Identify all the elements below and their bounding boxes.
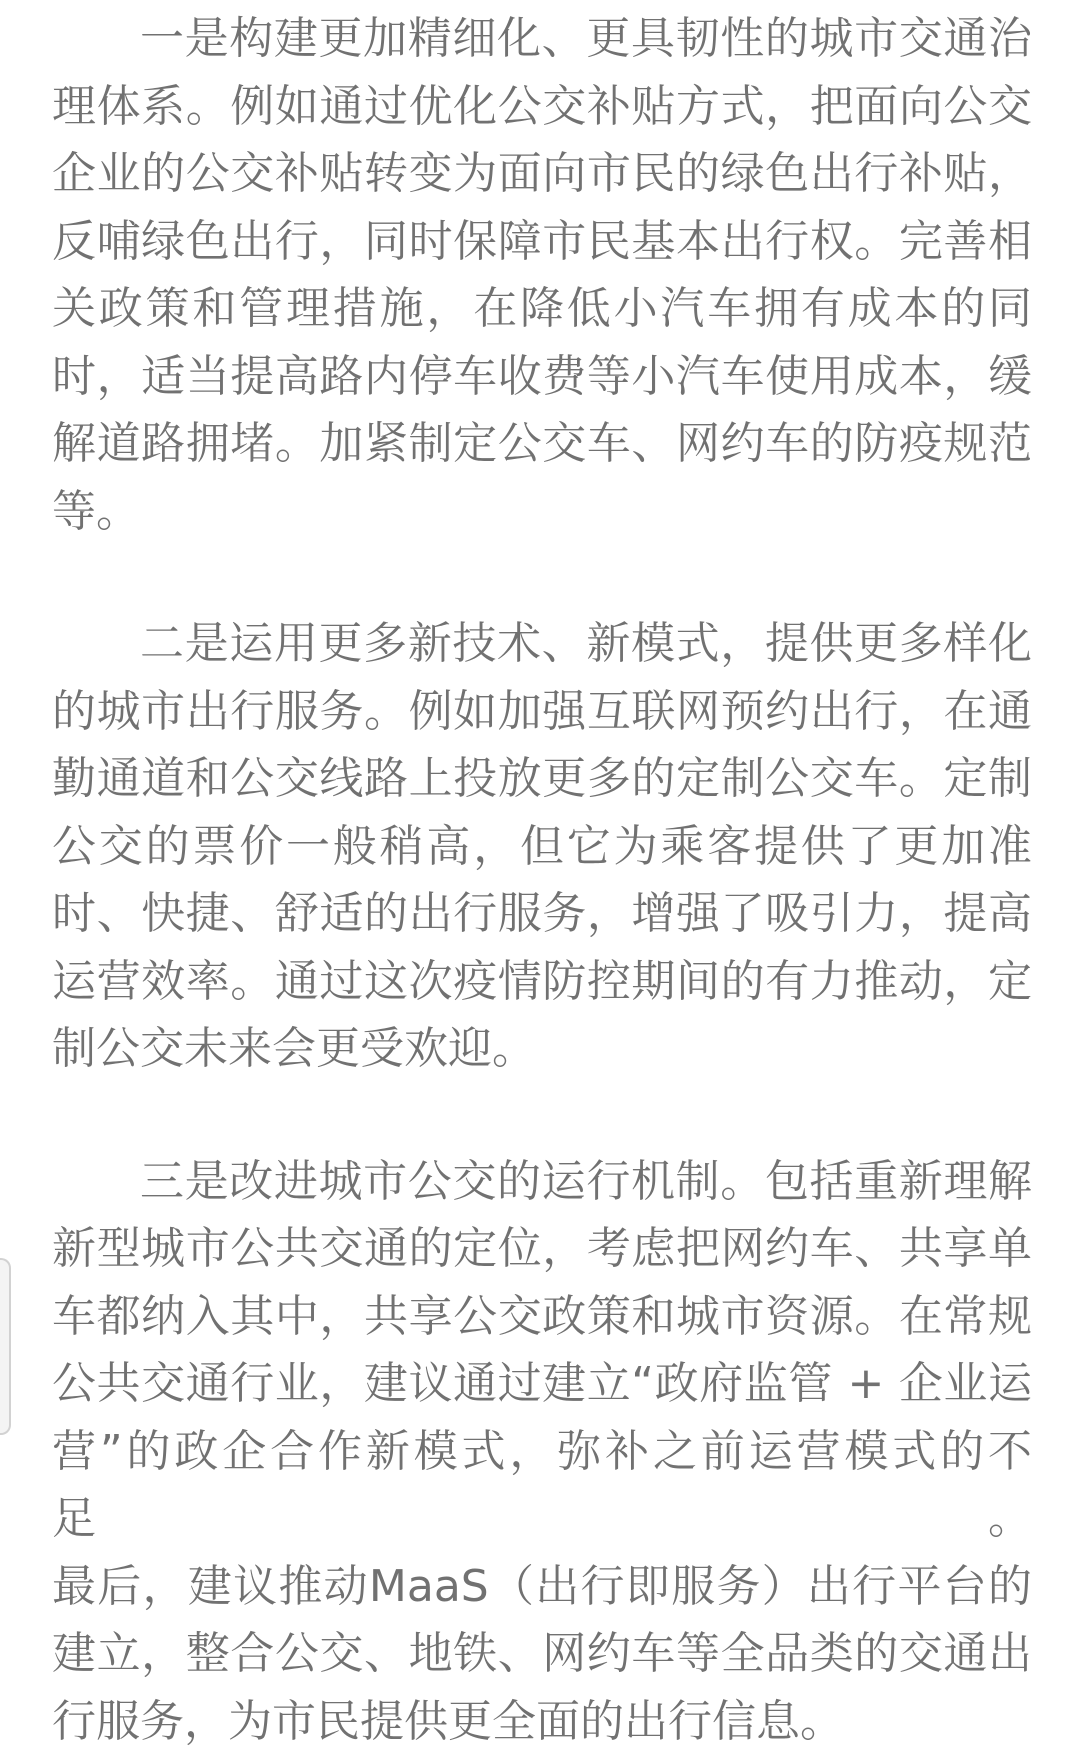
text-line: 时，适当提高路内停车收费等小汽车使用成本，缓	[52, 343, 1032, 411]
text-line: 理体系。例如通过优化公交补贴方式，把面向公交	[52, 73, 1032, 141]
text-line: 一是构建更加精细化、更具韧性的城市交通治	[52, 5, 1032, 73]
text-line: 勤通道和公交线路上投放更多的定制公交车。定制	[52, 745, 1032, 813]
text-line: 营”的政企合作新模式，弥补之前运营模式的不足。	[52, 1418, 1032, 1553]
text-line: 公共交通行业，建议通过建立“政府监管 + 企业运	[52, 1350, 1032, 1418]
text-line: 车都纳入其中，共享公交政策和城市资源。在常规	[52, 1283, 1032, 1351]
text-line: 反哺绿色出行，同时保障市民基本出行权。完善相	[52, 208, 1032, 276]
paragraph-2	[52, 610, 1032, 1083]
text-line: 解道路拥堵。加紧制定公交车、网约车的防疫规范	[52, 410, 1032, 478]
text-line: 的城市出行服务。例如加强互联网预约出行，在通	[52, 678, 1032, 746]
text-line: 运营效率。通过这次疫情防控期间的有力推动，定	[52, 948, 1032, 1016]
text-line: 二是运用更多新技术、新模式，提供更多样化	[52, 610, 1032, 678]
text-line: 公交的票价一般稍高，但它为乘客提供了更加准	[52, 813, 1032, 881]
text-line: 新型城市公共交通的定位，考虑把网约车、共享单	[52, 1215, 1032, 1283]
paragraph-1	[52, 5, 1032, 545]
text-line: 制公交未来会更受欢迎。	[52, 1015, 1032, 1083]
text-line: 企业的公交补贴转变为面向市民的绿色出行补贴，	[52, 140, 1032, 208]
text-line: 最后，建议推动MaaS（出行即服务）出行平台的	[52, 1553, 1032, 1621]
article-body	[52, 5, 1032, 1755]
text-line: 等。	[52, 478, 1032, 546]
text-line: 行服务，为市民提供更全面的出行信息。	[52, 1688, 1032, 1755]
paragraph-3	[52, 1148, 1032, 1755]
text-line: 关政策和管理措施，在降低小汽车拥有成本的同	[52, 275, 1032, 343]
text-line: 时、快捷、舒适的出行服务，增强了吸引力，提高	[52, 880, 1032, 948]
scrollbar-thumb[interactable]	[0, 1258, 11, 1435]
text-line: 三是改进城市公交的运行机制。包括重新理解	[52, 1148, 1032, 1216]
text-line: 建立，整合公交、地铁、网约车等全品类的交通出	[52, 1620, 1032, 1688]
